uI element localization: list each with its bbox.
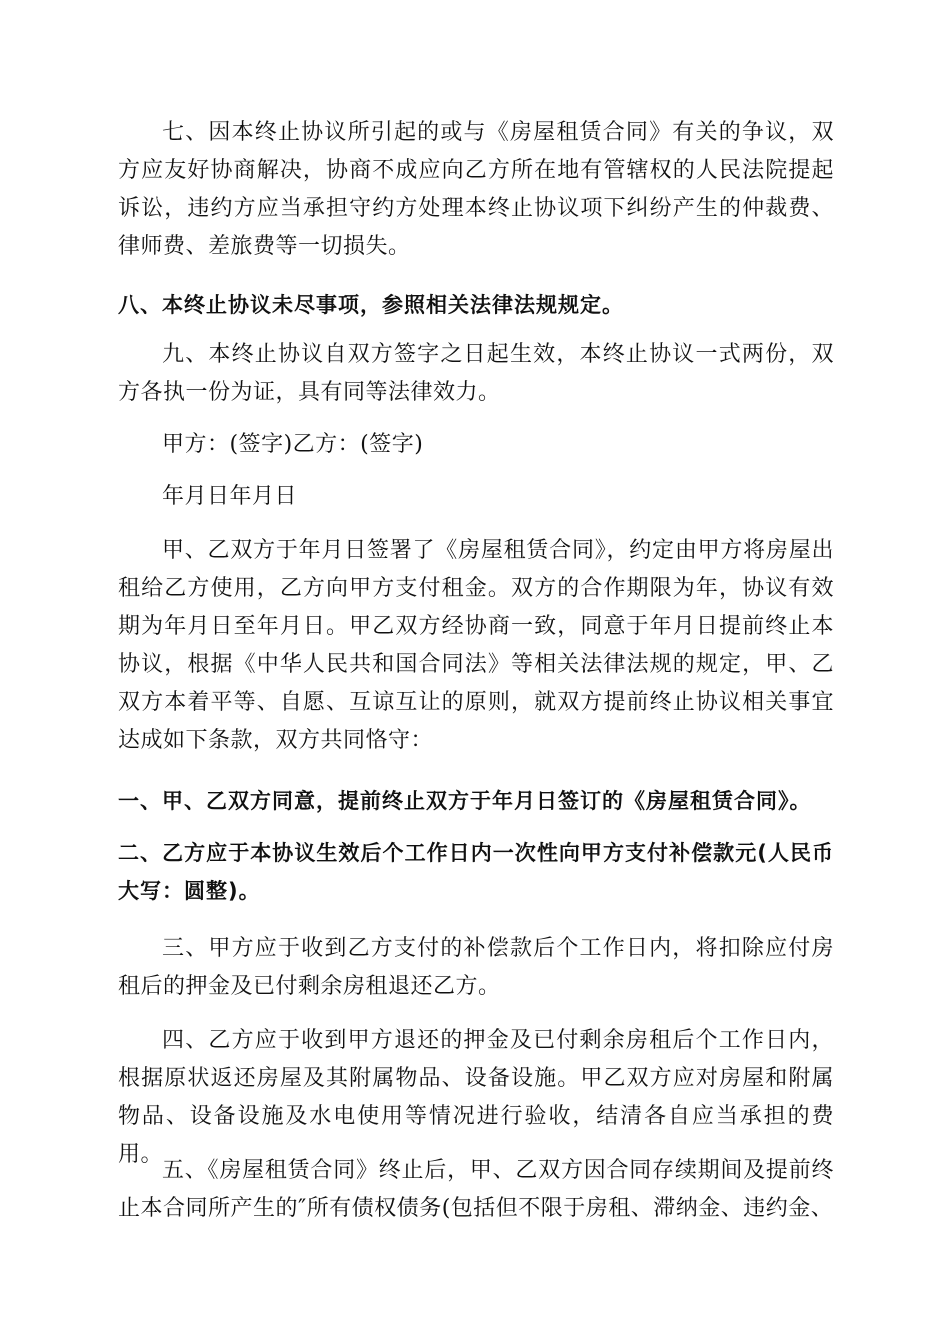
- clause-1-paragraph: 一、甲、乙双方同意，提前终止双方于年月日签订的《房屋租赁合同》。: [118, 789, 812, 813]
- clause-3-paragraph: 三、甲方应于收到乙方支付的补偿款后个工作日内，将扣除应付房租后的押金及已付剩余房租退还乙方。: [118, 936, 834, 999]
- clause-8-paragraph: 八、本终止协议未尽事项，参照相关法律法规规定。: [118, 293, 624, 317]
- clause-5-paragraph: 五、《房屋租赁合同》终止后，甲、乙双方因合同存续期间及提前终止本合同所产生的″所有债权债务(包括但不限于房租、滞纳金、违约金、: [118, 1158, 834, 1221]
- clause-9-paragraph: 九、本终止协议自双方签字之日起生效，本终止协议一式两份，双方各执一份为证，具有同等法律效力。: [118, 342, 834, 405]
- clause-2-paragraph: 二、乙方应于本协议生效后个工作日内一次性向甲方支付补偿款元(人民币大写：圆整)。: [118, 841, 834, 903]
- preamble-paragraph: 甲、乙双方于年月日签署了《房屋租赁合同》，约定由甲方将房屋出租给乙方使用，乙方向甲方支付租金。双方的合作期限为年，协议有效期为年月日至年月日。甲乙双方经协商一致，同意于年月日提前终止本协议，根据《中华人民共和国合同法》等相关法律法规的规定，甲、乙双方本着平等、自愿、互谅互让的原则，就双方提前终止协议相关事宜达成如下条款，双方共同恪守：: [118, 538, 834, 753]
- clause-4-paragraph: 四、乙方应于收到甲方退还的押金及已付剩余房租后个工作日内，根据原状返还房屋及其附属物品、设备设施。甲乙双方应对房屋和附属物品、设备设施及水电使用等情况进行验收，结清各自应当承担的费用。: [118, 1028, 834, 1167]
- signature-line: 甲方：(签字)乙方：(签字): [162, 432, 424, 457]
- clause-7-paragraph: 七、因本终止协议所引起的或与《房屋租赁合同》有关的争议，双方应友好协商解决，协商不成应向乙方所在地有管辖权的人民法院提起诉讼，违约方应当承担守约方处理本终止协议项下纠纷产生的仲裁费、律师费、差旅费等一切损失。: [118, 120, 834, 259]
- date-line: 年月日年月日: [162, 484, 298, 509]
